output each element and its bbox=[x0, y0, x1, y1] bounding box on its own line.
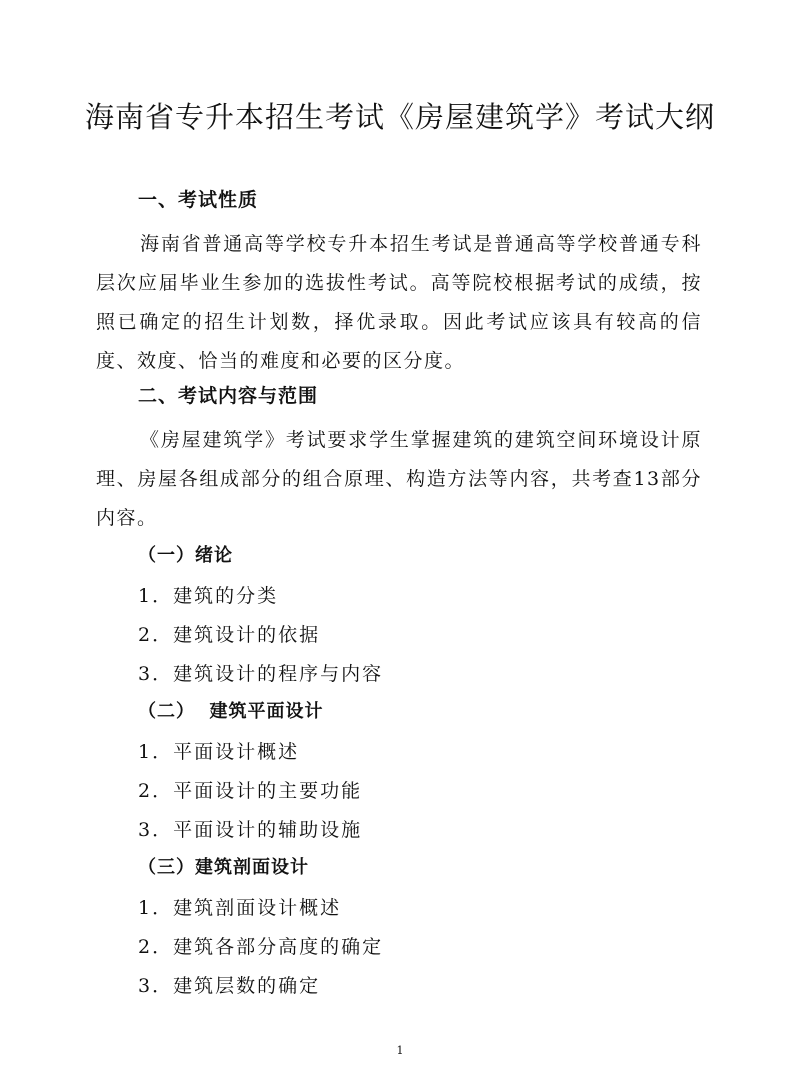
subsection-heading-plan-design: （二） 建筑平面设计 bbox=[138, 701, 324, 722]
section-heading-nature: 一、考试性质 bbox=[138, 189, 259, 211]
section-heading-content: 二、考试内容与范围 bbox=[138, 385, 319, 407]
list-item: 2．建筑设计的依据 bbox=[138, 624, 321, 646]
section-paragraph-content: 《房屋建筑学》考试要求学生掌握建筑的建筑空间环境设计原理、房屋各组成部分的组合原理、构造方法等内容，共考查13部分内容。 bbox=[96, 429, 702, 529]
subsection-heading-introduction: （一）绪论 bbox=[138, 545, 233, 566]
subsection-heading-section-design: （三）建筑剖面设计 bbox=[138, 857, 309, 878]
list-item: 3．平面设计的辅助设施 bbox=[138, 819, 363, 841]
list-item: 2．平面设计的主要功能 bbox=[138, 780, 363, 802]
list-item: 1．平面设计概述 bbox=[138, 741, 300, 763]
list-item: 1．建筑的分类 bbox=[138, 585, 279, 607]
list-item: 3．建筑层数的确定 bbox=[138, 975, 321, 997]
section-paragraph-nature: 海南省普通高等学校专升本招生考试是普通高等学校普通专科层次应届毕业生参加的选拔性考试。高等院校根据考试的成绩，按照已确定的招生计划数，择优录取。因此考试应该具有较高的信度、效度、恰当的难度和必要的区分度。 bbox=[96, 233, 702, 372]
list-item: 1．建筑剖面设计概述 bbox=[138, 897, 342, 919]
page-number: 1 bbox=[396, 1044, 404, 1057]
document-title: 海南省专升本招生考试《房屋建筑学》考试大纲 bbox=[84, 100, 715, 134]
list-item: 2．建筑各部分高度的确定 bbox=[138, 936, 384, 958]
list-item: 3．建筑设计的程序与内容 bbox=[138, 663, 384, 685]
